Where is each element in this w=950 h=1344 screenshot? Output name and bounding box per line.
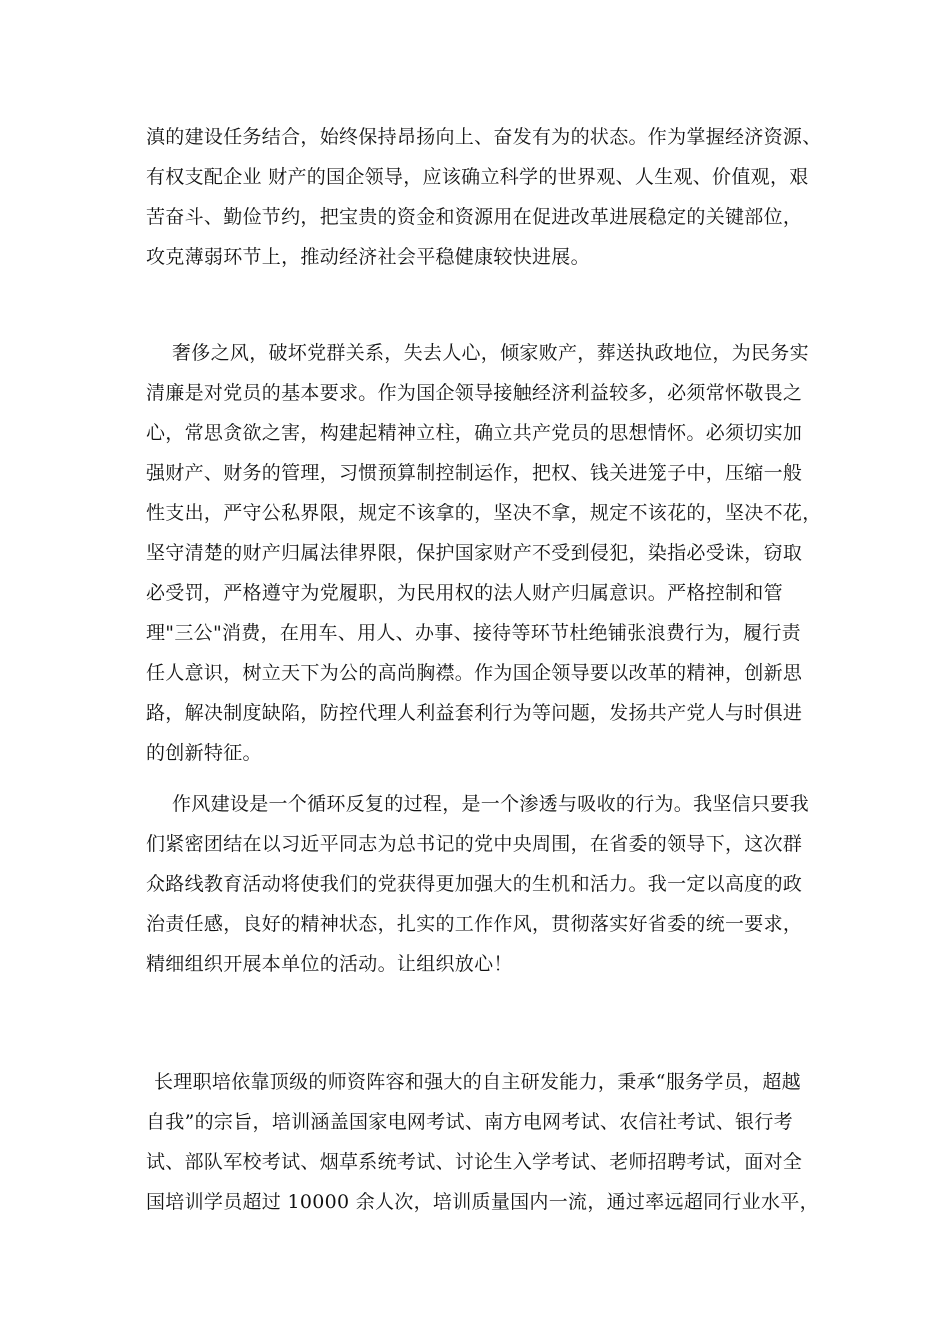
paragraph-line: 试、部队军校考试、烟草系统考试、讨论生入学考试、老师招聘考试，面对全 (146, 1151, 803, 1173)
paragraph-line: 有权支配企业 财产的国企领导，应该确立科学的世界观、人生观、价值观，艰 (146, 166, 809, 188)
paragraph-line: 们紧密团结在以习近平同志为总书记的党中央周围，在省委的领导下，这次群 (146, 833, 803, 855)
paragraph-line: 长理职培依靠顶级的师资阵容和强大的自主研发能力，秉承“服务学员，超越 (154, 1071, 801, 1093)
paragraph-2 (146, 333, 822, 773)
paragraph-line: 奢侈之风，破坏党群关系，失去人心，倾家败产，葬送执政地位，为民务实 (172, 342, 809, 364)
paragraph-line: 任人意识，树立天下为公的高尚胸襟。作为国企领导要以改革的精神，创新思 (146, 662, 803, 684)
paragraph-line: 众路线教育活动将使我们的党获得更加强大的生机和活力。我一定以高度的政 (146, 873, 803, 895)
paragraph-line: 坚守清楚的财产归属法律界限，保护国家财产不受到侵犯，染指必受诛，窃取 (146, 542, 803, 564)
paragraph-line: 精细组织开展本单位的活动。让组织放心！ (146, 953, 513, 975)
paragraph-4 (146, 1062, 819, 1222)
paragraph-line: 心，常思贪欲之害，构建起精神立柱，确立共产党员的思想情怀。必须切实加 (146, 422, 803, 444)
paragraph-line: 必受罚，严格遵守为党履职，为民用权的法人财产归属意识。严格控制和管 (146, 582, 783, 604)
paragraph-1 (146, 117, 822, 277)
paragraph-line: 滇的建设任务结合，始终保持昂扬向上、奋发有为的状态。作为掌握经济资源、 (146, 126, 822, 148)
paragraph-line: 强财产、财务的管理，习惯预算制控制运作，把权、钱关进笼子中，压缩一般 (146, 462, 803, 484)
paragraph-line: 路，解决制度缺陷，防控代理人利益套利行为等问题，发扬共产党人与时俱进 (146, 702, 803, 724)
paragraph-line: 作风建设是一个循环反复的过程，是一个渗透与吸收的行为。我坚信只要我 (172, 793, 809, 815)
paragraph-line: 攻克薄弱环节上，推动经济社会平稳健康较快进展。 (146, 246, 590, 268)
paragraph-line: 苦奋斗、勤俭节约，把宝贵的资金和资源用在促进改革进展稳定的关键部位， (146, 206, 803, 228)
paragraph-line: 自我”的宗旨，培训涵盖国家电网考试、南方电网考试、农信社考试、银行考 (146, 1111, 793, 1133)
paragraph-3 (146, 784, 816, 984)
paragraph-line: 的创新特征。 (146, 742, 262, 764)
paragraph-line: 理"三公"消费，在用车、用人、办事、接待等环节杜绝铺张浪费行为，履行责 (146, 622, 801, 644)
paragraph-line: 国培训学员超过 10000 余人次，培训质量国内一流，通过率远超同行业水平， (146, 1191, 819, 1213)
paragraph-line: 性支出，严守公私界限，规定不该拿的，坚决不拿，规定不该花的，坚决不花， (146, 502, 822, 524)
paragraph-line: 清廉是对党员的基本要求。作为国企领导接触经济利益较多，必须常怀敬畏之 (146, 382, 803, 404)
paragraph-line: 治责任感，良好的精神状态，扎实的工作作风，贯彻落实好省委的统一要求， (146, 913, 803, 935)
